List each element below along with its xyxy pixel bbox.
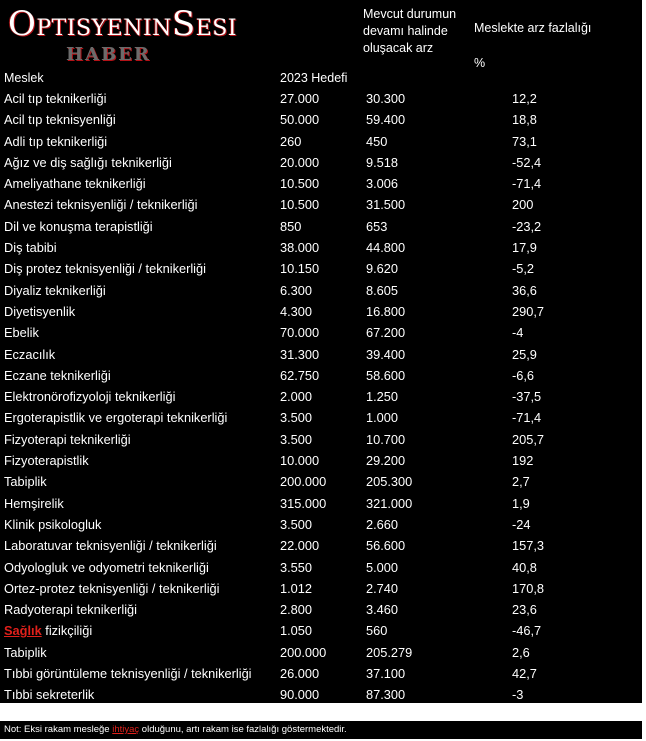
cell-excess: 1,9 bbox=[512, 495, 530, 511]
cell-target: 62.750 bbox=[280, 367, 320, 383]
table-row bbox=[0, 365, 642, 386]
cell-profession: Hemşirelik bbox=[4, 495, 64, 511]
cell-excess: -5,2 bbox=[512, 261, 535, 277]
cell-target: 200.000 bbox=[280, 474, 327, 490]
cell-supply: 8.605 bbox=[366, 282, 399, 298]
cell-excess: -71,4 bbox=[512, 176, 542, 192]
table-row bbox=[0, 131, 642, 152]
cell-target: 1.050 bbox=[280, 623, 313, 639]
footnote-link[interactable]: ihtiyaç bbox=[112, 724, 140, 735]
cell-excess: -52,4 bbox=[512, 154, 542, 170]
cell-excess: 73,1 bbox=[512, 133, 537, 149]
cell-profession: Ağız ve diş sağlığı teknikerliği bbox=[4, 154, 172, 170]
cell-supply: 205.279 bbox=[366, 644, 413, 660]
footnote-text-before: Not: Eksi rakam mesleğe bbox=[4, 724, 113, 735]
cell-supply: 1.250 bbox=[366, 389, 399, 405]
cell-supply: 87.300 bbox=[366, 687, 406, 703]
cell-target: 10.150 bbox=[280, 261, 320, 277]
cell-supply: 9.518 bbox=[366, 154, 399, 170]
cell-supply: 9.620 bbox=[366, 261, 399, 277]
cell-profession: Laboratuvar teknisyenliği / teknikerliği bbox=[4, 538, 217, 554]
cell-supply: 31.500 bbox=[366, 197, 406, 213]
cell-excess: 192 bbox=[512, 453, 534, 469]
cell-target: 2.800 bbox=[280, 602, 313, 618]
table-row bbox=[0, 173, 642, 194]
cell-excess: 42,7 bbox=[512, 666, 537, 682]
cell-profession: Ortez-protez teknisyenliği / teknikerliği bbox=[4, 580, 220, 596]
footnote-text-after: olduğunu, artı rakam ise fazlalığı göstermektedir. bbox=[139, 724, 347, 735]
table-row bbox=[0, 557, 642, 578]
cell-supply: 3.006 bbox=[366, 176, 399, 192]
cell-excess: -46,7 bbox=[512, 623, 542, 639]
cell-profession: Eczacılık bbox=[4, 346, 56, 362]
cell-target: 315.000 bbox=[280, 495, 327, 511]
table-row bbox=[0, 684, 642, 705]
cell-target: 10.500 bbox=[280, 176, 320, 192]
table-row bbox=[0, 642, 642, 663]
cell-excess: 2,7 bbox=[512, 474, 530, 490]
table-row bbox=[0, 301, 642, 322]
cell-profession: Tabiplik bbox=[4, 644, 47, 660]
cell-supply: 653 bbox=[366, 218, 388, 234]
table-row bbox=[0, 599, 642, 620]
logo-wordmark: OPTISYENINSESI bbox=[8, 4, 238, 44]
cell-profession: Acil tıp teknikerliği bbox=[4, 91, 107, 106]
header-percent: % bbox=[474, 56, 486, 70]
table-row bbox=[0, 258, 642, 279]
cell-supply: 560 bbox=[366, 623, 388, 639]
cell-excess: 157,3 bbox=[512, 538, 545, 554]
cell-profession: Diyetisyenlik bbox=[4, 303, 76, 319]
header-excess: Meslekte arz fazlalığı bbox=[474, 21, 592, 35]
header-supply: Mevcut durumun devamı halinde oluşacak arz bbox=[363, 7, 457, 55]
table-row bbox=[0, 429, 642, 450]
table-row bbox=[0, 280, 642, 301]
cell-target: 27.000 bbox=[280, 91, 320, 106]
cell-excess: -37,5 bbox=[512, 389, 542, 405]
table-row bbox=[0, 152, 642, 173]
cell-profession: Diş tabibi bbox=[4, 240, 57, 256]
cell-profession: Odyologluk ve odyometri teknikerliği bbox=[4, 559, 209, 575]
cell-profession: Radyoterapi teknikerliği bbox=[4, 602, 138, 618]
cell-target: 4.300 bbox=[280, 303, 313, 319]
cell-excess: 25,9 bbox=[512, 346, 537, 362]
cell-supply: 2.660 bbox=[366, 516, 399, 532]
cell-supply: 2.740 bbox=[366, 580, 399, 596]
cell-supply: 1.000 bbox=[366, 410, 399, 426]
cell-target: 3.500 bbox=[280, 516, 313, 532]
cell-excess: 12,2 bbox=[512, 91, 537, 106]
table-row bbox=[0, 535, 642, 556]
cell-supply: 3.460 bbox=[366, 602, 399, 618]
cell-target: 10.000 bbox=[280, 453, 320, 469]
cell-profession: Fizyoterapistlik bbox=[4, 453, 89, 469]
table-body bbox=[0, 88, 642, 706]
cell-target: 200.000 bbox=[280, 644, 327, 660]
cell-supply: 39.400 bbox=[366, 346, 406, 362]
cell-excess: 290,7 bbox=[512, 303, 545, 319]
cell-supply: 16.800 bbox=[366, 303, 406, 319]
cell-excess: -23,2 bbox=[512, 218, 542, 234]
cell-supply: 450 bbox=[366, 133, 388, 149]
table-row bbox=[0, 407, 642, 428]
cell-excess: -4 bbox=[512, 325, 524, 341]
cell-profession: Tıbbi görüntüleme teknisyenliği / teknikerliği bbox=[4, 666, 252, 682]
cell-target: 850 bbox=[280, 218, 302, 234]
cell-excess: -24 bbox=[512, 516, 531, 532]
cell-profession: Elektronörofizyoloji teknikerliği bbox=[4, 389, 176, 405]
cell-target: 260 bbox=[280, 133, 302, 149]
footnote bbox=[0, 721, 642, 739]
cell-excess: 36,6 bbox=[512, 282, 537, 298]
table-row bbox=[0, 620, 642, 641]
table-row bbox=[0, 578, 642, 599]
cell-supply: 10.700 bbox=[366, 431, 406, 447]
table-row bbox=[0, 216, 642, 237]
cell-supply: 37.100 bbox=[366, 666, 406, 682]
header-target: 2023 Hedefi bbox=[280, 71, 348, 85]
table-row bbox=[0, 237, 642, 258]
cell-supply: 67.200 bbox=[366, 325, 406, 341]
cell-target: 10.500 bbox=[280, 197, 320, 213]
cell-target: 26.000 bbox=[280, 666, 320, 682]
cell-target: 2.000 bbox=[280, 389, 313, 405]
cell-supply: 321.000 bbox=[366, 495, 413, 511]
table-row bbox=[0, 386, 642, 407]
cell-target: 38.000 bbox=[280, 240, 320, 256]
cell-profession: Eczane teknikerliği bbox=[4, 367, 111, 383]
cell-profession: Ebelik bbox=[4, 325, 39, 341]
cell-supply: 59.400 bbox=[366, 112, 406, 128]
cell-excess: 170,8 bbox=[512, 580, 545, 596]
cell-supply: 30.300 bbox=[366, 91, 406, 106]
cell-target: 22.000 bbox=[280, 538, 320, 554]
header-profession: Meslek bbox=[4, 71, 44, 85]
cell-profession: Acil tıp teknisyenliği bbox=[4, 112, 116, 128]
cell-excess: 205,7 bbox=[512, 431, 545, 447]
cell-profession: Dil ve konuşma terapistliği bbox=[4, 218, 153, 234]
table-row bbox=[0, 109, 642, 130]
cell-excess: -6,6 bbox=[512, 367, 535, 383]
cell-excess: 2,6 bbox=[512, 644, 530, 660]
cell-supply: 58.600 bbox=[366, 367, 406, 383]
cell-supply: 29.200 bbox=[366, 453, 406, 469]
cell-profession: Ameliyathane teknikerliği bbox=[4, 176, 146, 192]
table-row bbox=[0, 514, 642, 535]
cell-profession: Tabiplik bbox=[4, 474, 47, 490]
cell-profession: Tıbbi sekreterlik bbox=[4, 687, 95, 703]
cell-target: 1.012 bbox=[280, 580, 313, 596]
cell-profession bbox=[4, 620, 92, 641]
cell-profession: Adli tıp teknikerliği bbox=[4, 133, 108, 149]
profession-rest: fizikçiliği bbox=[41, 623, 93, 639]
cell-excess: 18,8 bbox=[512, 112, 537, 128]
cell-profession: Klinik psikologluk bbox=[4, 516, 102, 532]
table-row bbox=[0, 194, 642, 215]
table-row bbox=[0, 471, 642, 492]
cell-supply: 205.300 bbox=[366, 474, 413, 490]
cell-target: 90.000 bbox=[280, 687, 320, 703]
cell-target: 70.000 bbox=[280, 325, 320, 341]
cell-supply: 5.000 bbox=[366, 559, 399, 575]
cell-excess: 23,6 bbox=[512, 602, 537, 618]
cell-excess: 200 bbox=[512, 197, 534, 213]
logo-subtitle: HABER bbox=[66, 44, 151, 65]
table-row bbox=[0, 450, 642, 471]
cell-excess: -71,4 bbox=[512, 410, 542, 426]
cell-profession: Anestezi teknisyenliği / teknikerliği bbox=[4, 197, 198, 213]
cell-target: 50.000 bbox=[280, 112, 320, 128]
cell-target: 20.000 bbox=[280, 154, 320, 170]
cell-profession: Diyaliz teknikerliği bbox=[4, 282, 106, 298]
cell-target: 3.500 bbox=[280, 431, 313, 447]
table-row bbox=[0, 493, 642, 514]
cell-excess: -3 bbox=[512, 687, 524, 703]
cell-target: 31.300 bbox=[280, 346, 320, 362]
cell-profession: Ergoterapistlik ve ergoterapi teknikerliği bbox=[4, 410, 228, 426]
cell-target: 3.550 bbox=[280, 559, 313, 575]
table-row bbox=[0, 663, 642, 684]
cell-profession: Fizyoterapi teknikerliği bbox=[4, 431, 131, 447]
cell-profession: Diş protez teknisyenliği / teknikerliği bbox=[4, 261, 206, 277]
table-row bbox=[0, 88, 642, 109]
table-row bbox=[0, 322, 642, 343]
cell-target: 3.500 bbox=[280, 410, 313, 426]
cell-supply: 56.600 bbox=[366, 538, 406, 554]
site-logo[interactable] bbox=[8, 4, 238, 70]
cell-excess: 17,9 bbox=[512, 240, 537, 256]
table-row bbox=[0, 344, 642, 365]
cell-supply: 44.800 bbox=[366, 240, 406, 256]
cell-excess: 40,8 bbox=[512, 559, 537, 575]
profession-link[interactable]: Sağlık bbox=[4, 623, 42, 639]
cell-target: 6.300 bbox=[280, 282, 313, 298]
